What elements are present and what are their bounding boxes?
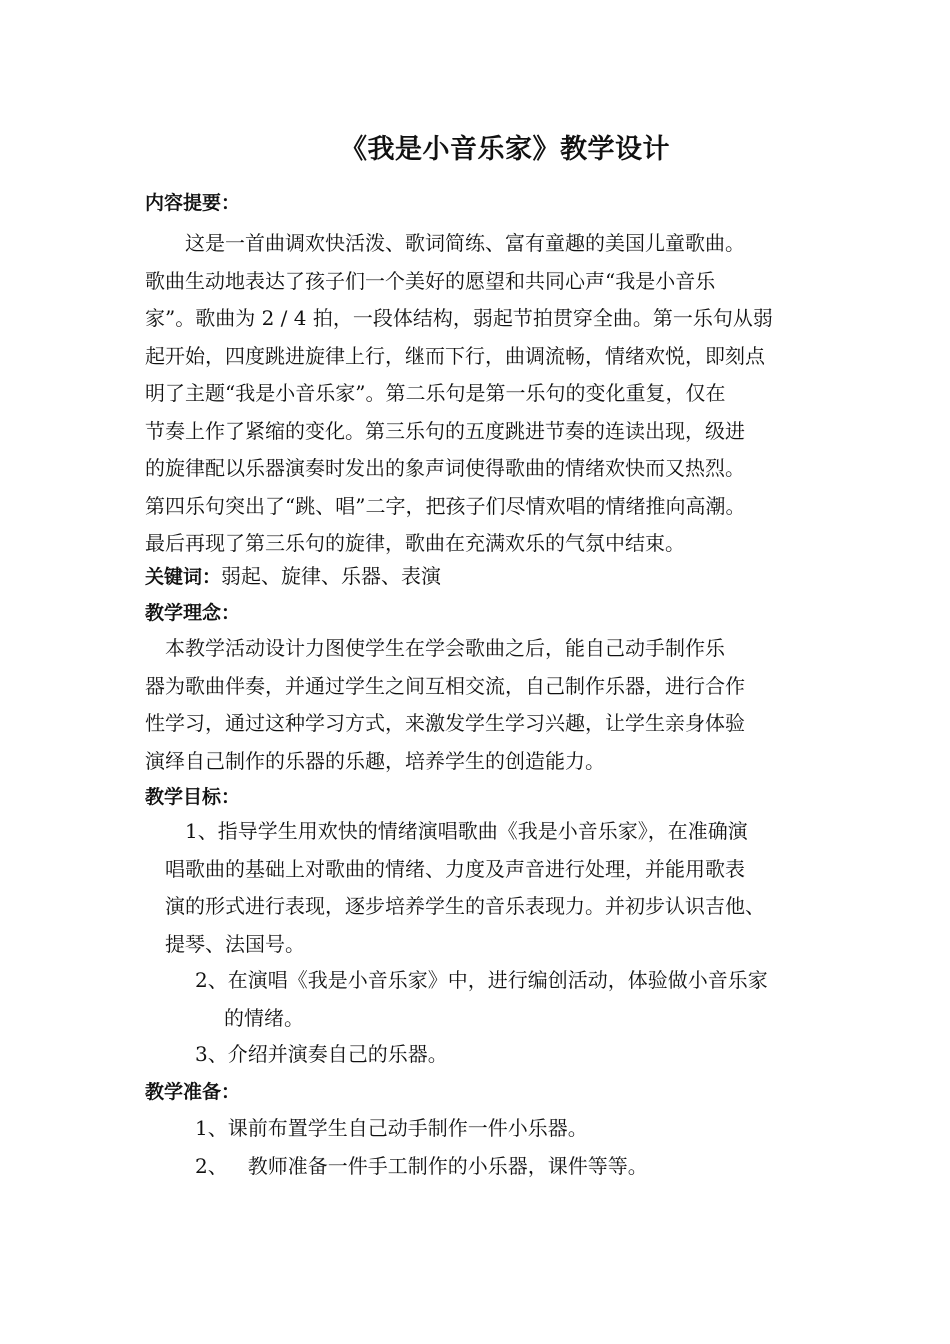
goal-line: 演的形式进行表现，逐步培养学生的音乐表现力。并初步认识吉他、 [165,894,765,918]
keywords-row [145,561,441,592]
document-title: 《我是小音乐家》教学设计 [340,134,670,165]
philosophy-line: 演绎自己制作的乐器的乐趣，培养学生的创造能力。 [145,748,605,773]
summary-line: 家”。歌曲为 2 / 4 拍，一段体结构，弱起节拍贯穿全曲。第一乐句从弱 [145,306,773,330]
summary-line: 第四乐句突出了“跳、唱”二字，把孩子们尽情欢唱的情绪推向高潮。 [145,493,746,518]
keywords-value: 弱起、旋律、乐器、表演 [221,564,442,588]
goal-line: 提琴、法国号。 [165,931,305,956]
summary-line: 的旋律配以乐器演奏时发出的象声词使得歌曲的情绪欢快而又热烈。 [145,456,745,480]
goal-item-1 [165,813,765,963]
goals-heading: 教学目标： [145,786,241,808]
goal-line: 2、在演唱《我是小音乐家》中，进行编创活动，体验做小音乐家 [195,968,768,992]
goal-line: 的情绪。 [224,1005,304,1030]
philosophy-line: 性学习，通过这种学习方式，来激发学生学习兴趣，让学生亲身体验 [145,711,745,735]
summary-line: 歌曲生动地表达了孩子们一个美好的愿望和共同心声“我是小音乐 [145,268,716,293]
philosophy-line: 器为歌曲伴奏，并通过学生之间互相交流，自己制作乐器，进行合作 [145,673,745,698]
summary-paragraph [145,225,773,563]
goal-line: 1、指导学生用欢快的情绪演唱歌曲《我是小音乐家》，在准确演 [165,819,748,843]
summary-line: 明了主题“我是小音乐家”。第二乐句是第一乐句的变化重复，仅在 [145,381,726,405]
summary-line: 起开始，四度跳进旋律上行，继而下行，曲调流畅，情绪欢悦，即刻点 [145,343,765,368]
philosophy-heading: 教学理念： [145,602,241,624]
preparation-heading: 教学准备： [145,1081,241,1103]
keywords-label: 关键词： [145,566,222,588]
preparation-item-1: 1、课前布置学生自己动手制作一件小乐器。 [195,1116,588,1140]
summary-line: 这是一首曲调欢快活泼、歌词简练、富有童趣的美国儿童歌曲。 [145,231,745,255]
preparation-item-2-number: 2、 [195,1154,228,1178]
preparation-item-2 [195,1148,648,1186]
preparation-item-2-text: 教师准备一件手工制作的小乐器，课件等等。 [247,1154,648,1178]
goal-item-3: 3、介绍并演奏自己的乐器。 [195,1042,448,1066]
philosophy-paragraph [145,630,745,780]
summary-line: 最后再现了第三乐句的旋律，歌曲在充满欢乐的气氛中结束。 [145,531,685,555]
summary-line: 节奏上作了紧缩的变化。第三乐句的五度跳进节奏的连读出现，级进 [145,418,745,443]
summary-heading: 内容提要： [145,192,241,214]
goal-item-2 [195,962,768,1037]
goal-line: 唱歌曲的基础上对歌曲的情绪、力度及声音进行处理，并能用歌表 [165,856,745,881]
philosophy-line: 本教学活动设计力图使学生在学会歌曲之后，能自己动手制作乐 [145,636,725,660]
